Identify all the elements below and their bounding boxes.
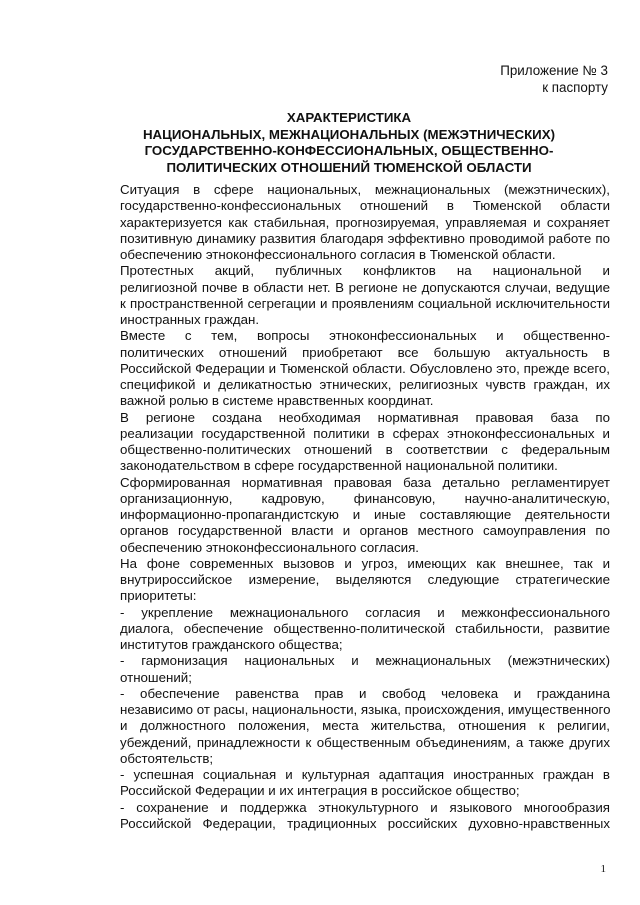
text-line: общественно-политических отношений в соответствии с федеральным <box>120 442 610 457</box>
text-line: приоритеты: <box>120 588 197 604</box>
text-line: законодательством в сфере государственной национальной политики. <box>120 458 558 474</box>
text-line: - укрепление межнационального согласия и межконфессионального <box>120 604 610 620</box>
text-line: органов государственной власти и органов местного самоуправления по <box>120 523 610 539</box>
document-title <box>88 110 610 176</box>
text-line: спецификой и деликатностью этнических, религиозных чувств граждан, их <box>120 377 610 392</box>
paragraph <box>90 605 610 654</box>
text-line: Российской Федерации и их интеграция в российское общество; <box>120 783 520 799</box>
text-line: организационную, кадровую, финансовую, научно-аналитическую, <box>120 490 610 506</box>
paragraph <box>90 653 610 686</box>
paragraph <box>90 767 610 800</box>
text-line: На фоне современных вызовов и угроз, имеющих как внешнее, так и <box>120 555 610 571</box>
text-line: - успешная социальная и культурная адаптация иностранных граждан в <box>120 767 610 782</box>
document-body <box>90 182 610 832</box>
text-line: Протестных акций, публичных конфликтов на национальной и <box>120 263 610 279</box>
text-line: Ситуация в сфере национальных, межнациональных (межэтнических), <box>120 182 610 197</box>
text-line: Российской Федерации, традиционных российских духовно-нравственных <box>120 815 610 831</box>
text-line: отношений; <box>120 669 192 685</box>
paragraph <box>90 556 610 605</box>
page-number: 1 <box>600 863 606 875</box>
text-line: к пространственной сегрегации и проявлениям социальной исключительности <box>120 295 610 311</box>
paragraph <box>90 263 610 328</box>
title-line: ПОЛИТИЧЕСКИХ ОТНОШЕНИЙ ТЮМЕНСКОЙ ОБЛАСТИ <box>166 159 532 175</box>
title-line: ГОСУДАРСТВЕННО-КОНФЕССИОНАЛЬНЫХ, ОБЩЕСТВЕННО- <box>144 143 554 158</box>
paragraph <box>90 686 610 767</box>
text-line: реализации государственной политики в сферах этноконфессиональных и <box>120 425 610 441</box>
text-line: убеждений, принадлежности к общественным объединениям, а также других <box>120 734 610 750</box>
text-line: - сохранение и поддержка этнокультурного и языкового многообразия <box>120 799 610 815</box>
text-line: информационно-пропагандистскую и иные составляющие деятельности <box>120 507 610 522</box>
text-line: Вместе с тем, вопросы этноконфессиональных и общественно- <box>120 328 610 344</box>
title-line: НАЦИОНАЛЬНЫХ, МЕЖНАЦИОНАЛЬНЫХ (МЕЖЭТНИЧЕСКИХ) <box>142 126 556 142</box>
text-line: независимо от расы, национальности, языка, происхождения, имущественного <box>120 702 611 717</box>
paragraph <box>90 328 610 409</box>
appendix-note <box>500 62 608 96</box>
text-line: обстоятельств; <box>120 750 214 766</box>
text-line: внутрироссийское измерение, выделяются следующие стратегические <box>120 572 610 587</box>
appendix-line-2: к паспорту <box>542 80 608 95</box>
text-line: характеризуется как стабильная, прогнозируемая, управляемая и сохраняет <box>120 214 610 230</box>
appendix-line-1: Приложение № 3 <box>500 63 608 78</box>
text-line: и должностного положения, места жительства, отношения к религии, <box>120 718 610 734</box>
text-line: - гармонизация национальных и межнациональных (межэтнических) <box>120 653 610 669</box>
text-line: диалога, обеспечение общественно-политической стабильности, развитие <box>120 620 610 636</box>
text-line: - обеспечение равенства прав и свобод человека и гражданина <box>120 685 610 701</box>
text-line: религиозной почве в области нет. В регионе не допускаются случаи, ведущие <box>120 279 610 295</box>
paragraph <box>90 800 610 833</box>
paragraph <box>90 182 610 263</box>
text-line: обеспечению этноконфессионального согласия в Тюменской области. <box>120 247 556 262</box>
text-line: государственно-конфессиональных отношений в Тюменской области <box>120 198 610 214</box>
text-line: В регионе создана необходимая нормативная правовая база по <box>120 409 610 425</box>
text-line: Сформированная нормативная правовая база детально регламентирует <box>120 474 610 490</box>
text-line: политических отношений приобретают все большую актуальность в <box>120 344 610 360</box>
paragraph <box>90 410 610 475</box>
text-line: иностранных граждан. <box>120 312 260 327</box>
text-line: обеспечению этноконфессионального согласия. <box>120 539 419 555</box>
text-line: важной ролью в системе нравственных координат. <box>120 393 434 409</box>
title-line: ХАРАКТЕРИСТИКА <box>286 110 412 125</box>
paragraph <box>90 475 610 556</box>
text-line: позитивную динамику развития благодаря эффективно проводимой работе по <box>120 230 610 246</box>
text-line: Российской Федерации и Тюменской области. Обусловлено это, прежде всего, <box>120 360 610 376</box>
text-line: институтов гражданского общества; <box>120 637 343 652</box>
